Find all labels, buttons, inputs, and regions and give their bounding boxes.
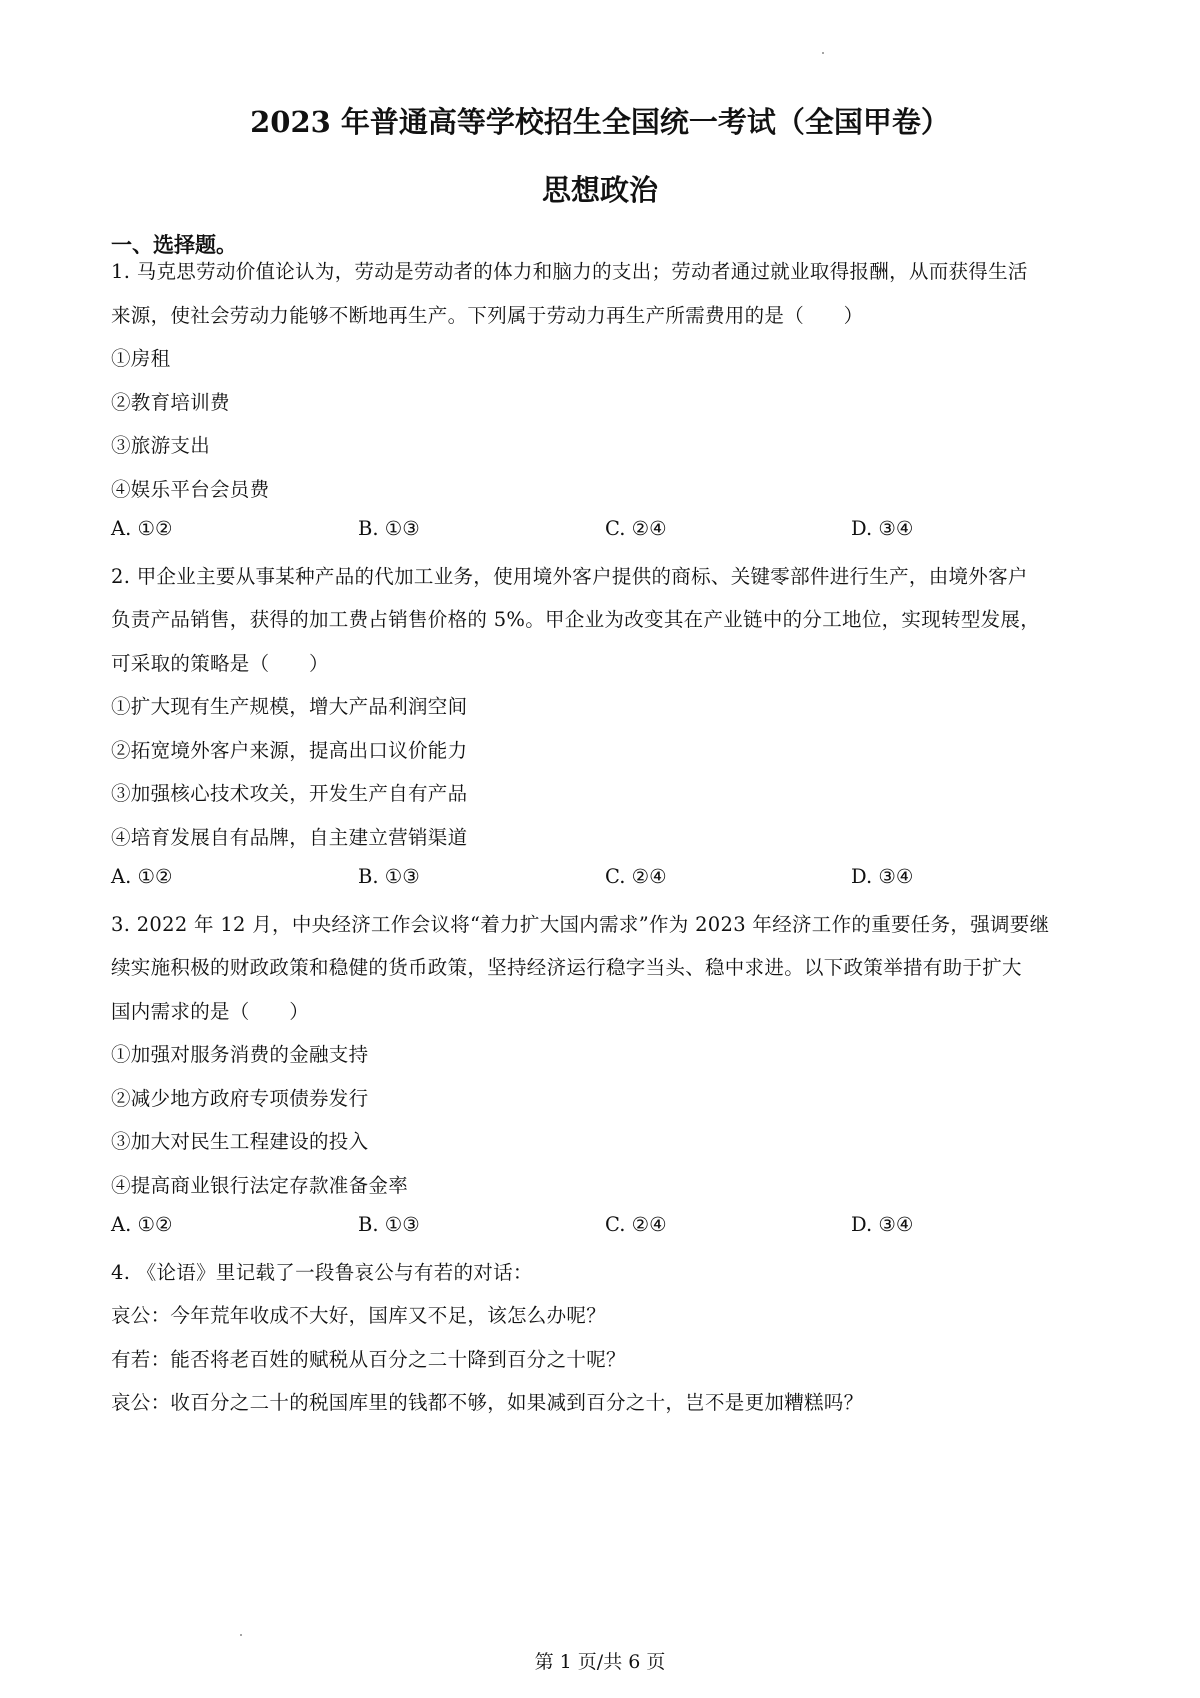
q2-stem-line: 2. 甲企业主要从事某种产品的代加工业务，使用境外客户提供的商标、关键零部件进行生产，由境外客户: [111, 565, 1028, 588]
q1-stem-line: 来源，使社会劳动力能够不断地再生产。下列属于劳动力再生产所需费用的是（ ）: [111, 304, 864, 327]
q2-item: ①扩大现有生产规模，增大产品利润空间: [111, 695, 468, 718]
page-number: 第 1 页/共 6 页: [534, 1651, 666, 1673]
q3-stem-line: 国内需求的是（ ）: [111, 1000, 310, 1023]
q2-item: ④培育发展自有品牌，自主建立营销渠道: [111, 826, 468, 849]
q2-choice-c: C. ②④: [605, 865, 667, 888]
q3-choice-c: C. ②④: [605, 1213, 667, 1236]
scan-speck: [822, 52, 824, 54]
exam-title: 2023 年普通高等学校招生全国统一考试（全国甲卷）: [250, 105, 950, 139]
q3-choice-d: D. ③④: [851, 1213, 914, 1236]
q1-choice-c: C. ②④: [605, 517, 667, 540]
subject-title: 思想政治: [541, 173, 658, 207]
section-heading: 一、选择题。: [111, 232, 237, 257]
q4-dialogue-line: 哀公：今年荒年收成不大好，国库又不足，该怎么办呢？: [111, 1304, 607, 1327]
q3-item: ③加大对民生工程建设的投入: [111, 1130, 369, 1153]
q2-stem-line: 可采取的策略是（ ）: [111, 652, 329, 675]
q3-choice-b: B. ①③: [358, 1213, 420, 1236]
q3-choice-a: A. ①②: [111, 1213, 173, 1236]
q4-dialogue-line: 哀公：收百分之二十的税国库里的钱都不够，如果减到百分之十，岂不是更加糟糕吗？: [111, 1391, 864, 1414]
q1-item: ④娱乐平台会员费: [111, 478, 270, 501]
q1-item: ③旅游支出: [111, 434, 211, 457]
q3-item: ②减少地方政府专项债券发行: [111, 1087, 369, 1110]
q1-stem-line: 1. 马克思劳动价值论认为，劳动是劳动者的体力和脑力的支出；劳动者通过就业取得报酬，从而获得生活: [111, 260, 1028, 283]
q2-choice-b: B. ①③: [358, 865, 420, 888]
q1-choice-d: D. ③④: [851, 517, 914, 540]
q2-item: ③加强核心技术攻关，开发生产自有产品: [111, 782, 468, 805]
q1-item: ②教育培训费: [111, 391, 230, 414]
q3-stem-line: 3. 2022 年 12 月，中央经济工作会议将“着力扩大国内需求”作为 2023 年经济工作的重要任务，强调要继: [111, 913, 1050, 936]
q1-item: ①房租: [111, 347, 171, 370]
q3-item: ①加强对服务消费的金融支持: [111, 1043, 369, 1066]
q2-item: ②拓宽境外客户来源，提高出口议价能力: [111, 739, 468, 762]
q3-stem-line: 续实施积极的财政政策和稳健的货币政策，坚持经济运行稳字当头、稳中求进。以下政策举措有助于扩大: [111, 956, 1022, 979]
q2-choice-a: A. ①②: [111, 865, 173, 888]
scan-speck: [240, 1634, 242, 1636]
q2-choice-d: D. ③④: [851, 865, 914, 888]
q4-dialogue-line: 有若：能否将老百姓的赋税从百分之二十降到百分之十呢？: [111, 1348, 626, 1371]
q1-choice-b: B. ①③: [358, 517, 420, 540]
q1-choice-a: A. ①②: [111, 517, 173, 540]
q3-item: ④提高商业银行法定存款准备金率: [111, 1174, 409, 1197]
q4-stem-line: 4. 《论语》里记载了一段鲁哀公与有若的对话：: [111, 1261, 533, 1284]
q2-stem-line: 负责产品销售，获得的加工费占销售价格的 5%。甲企业为改变其在产业链中的分工地位，实现转型发展，: [111, 608, 1041, 631]
